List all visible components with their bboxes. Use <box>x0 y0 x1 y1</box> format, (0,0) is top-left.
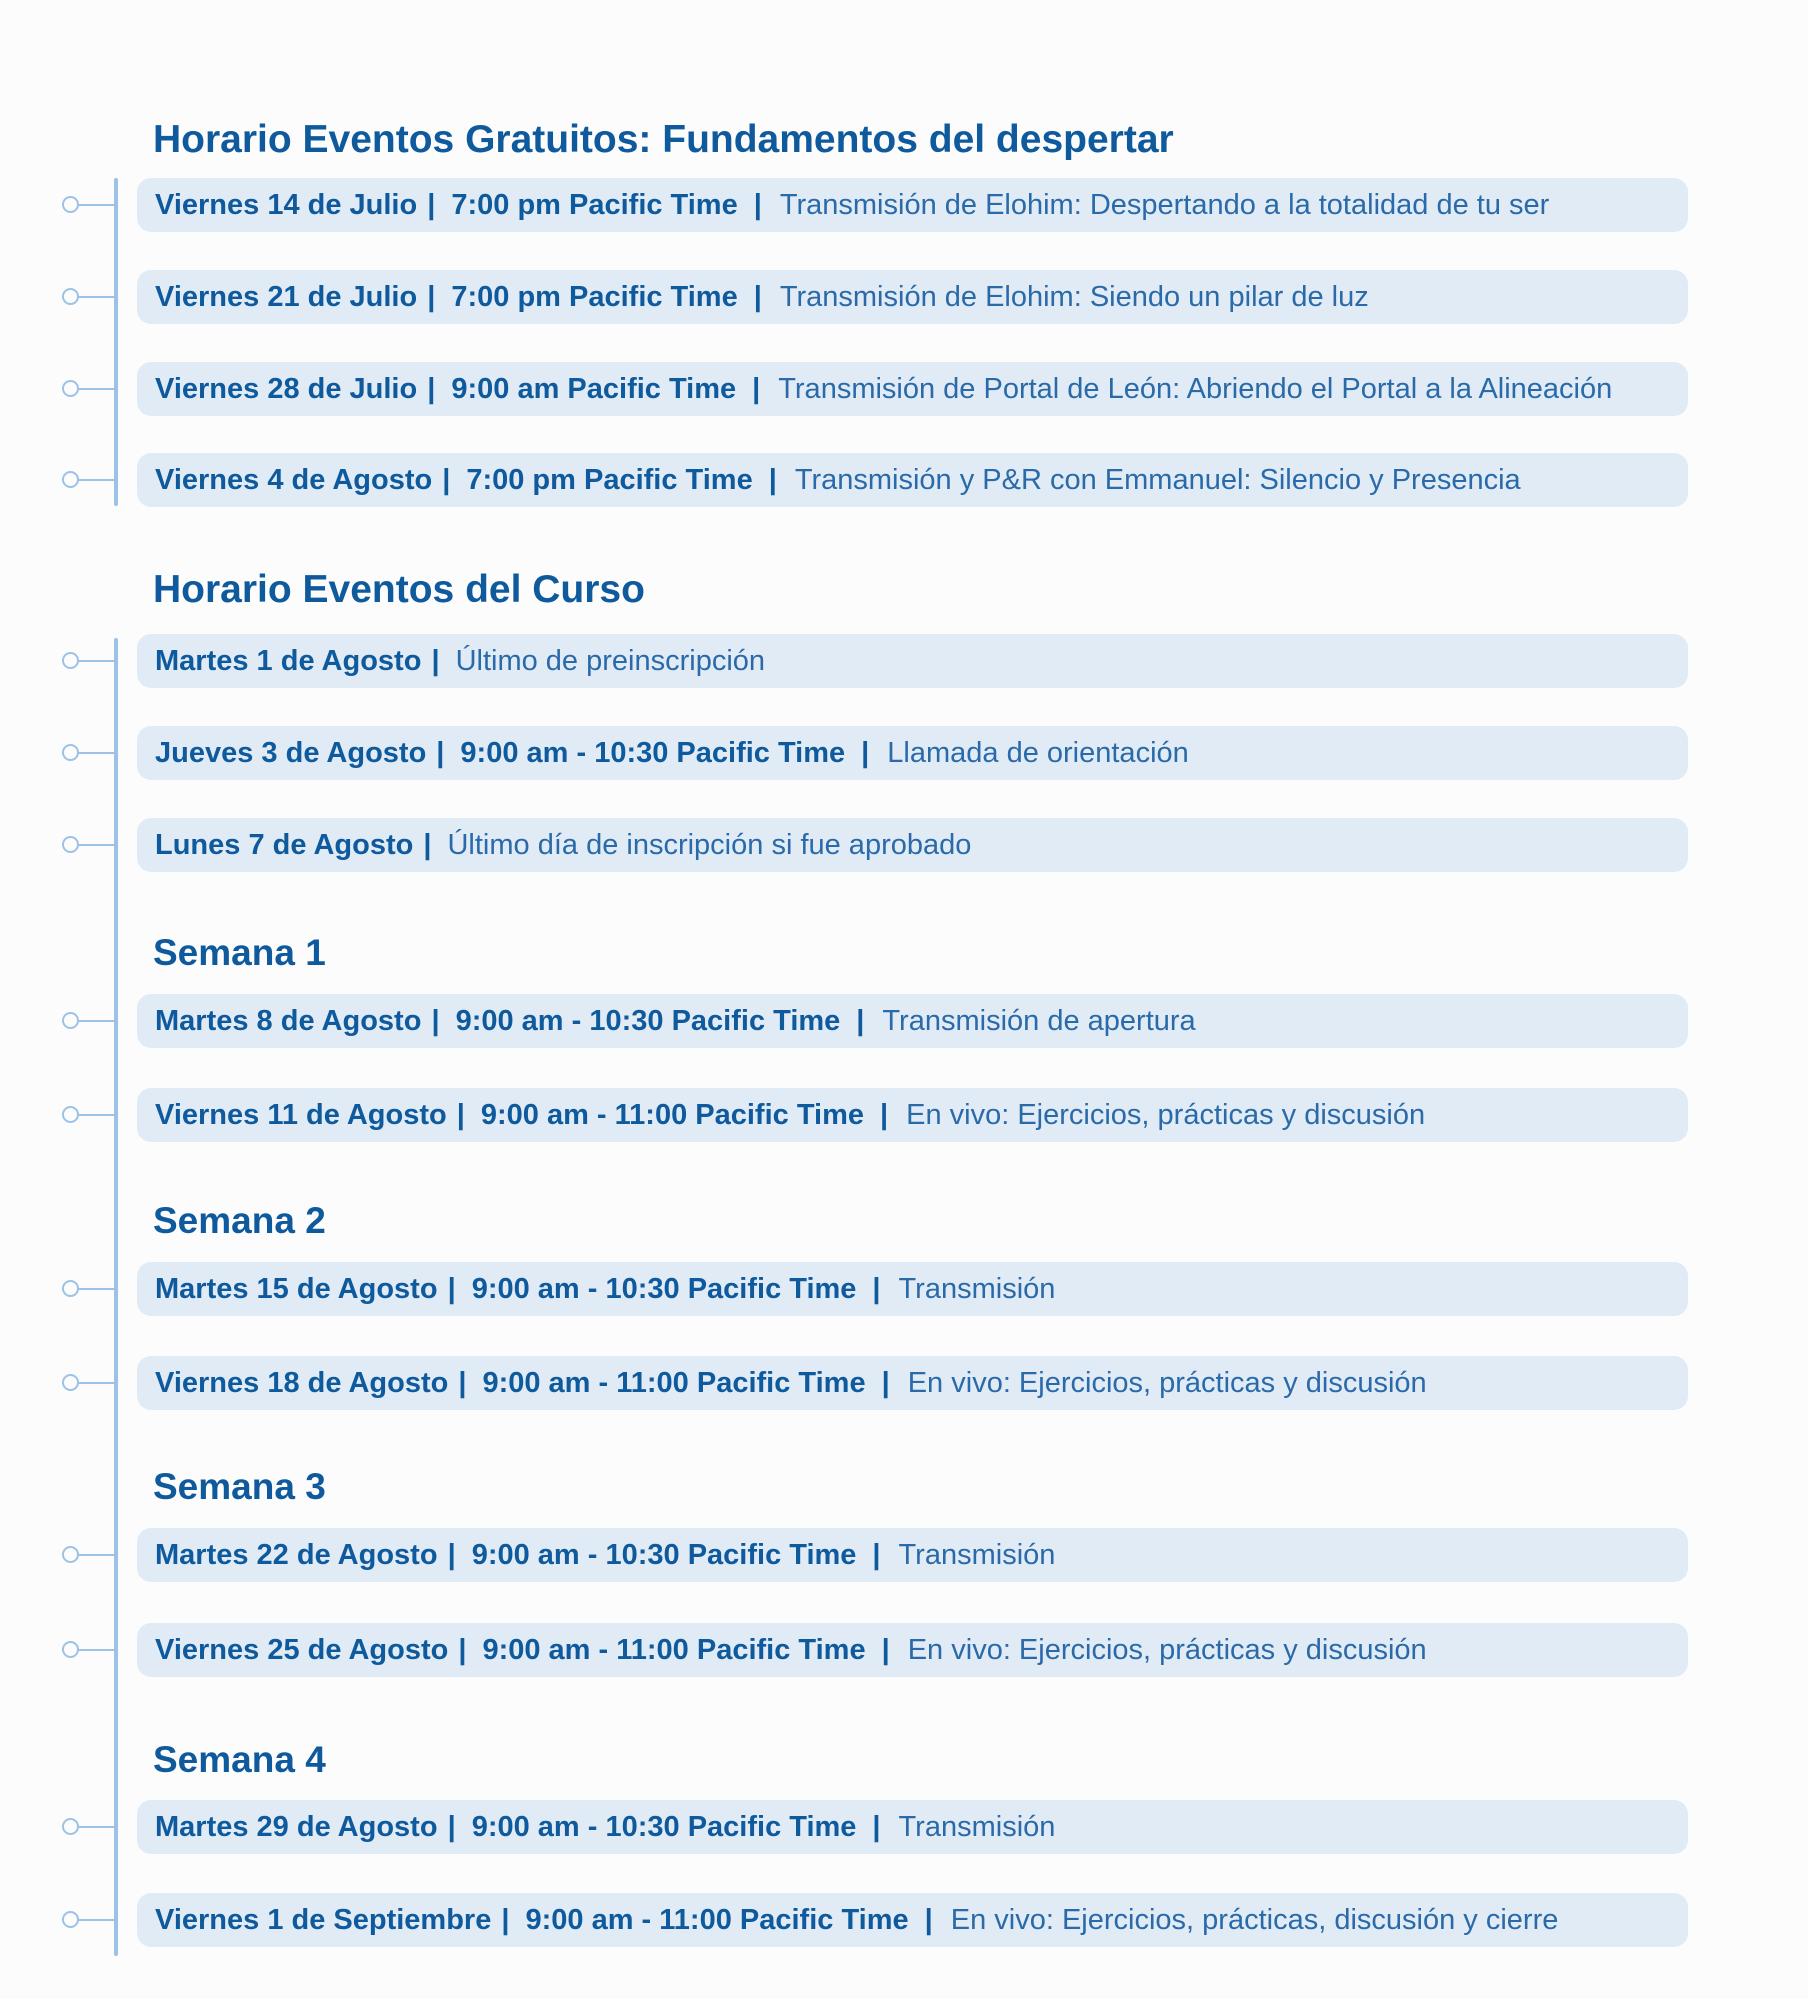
separator: | <box>456 1098 465 1131</box>
event-time: 9:00 am - 11:00 Pacific Time <box>480 1098 864 1131</box>
event-row <box>137 178 1688 232</box>
separator: | <box>768 463 777 496</box>
event-description: En vivo: Ejercicios, prácticas y discusión <box>907 1633 1427 1666</box>
timeline-node-icon <box>62 196 79 213</box>
separator: | <box>458 1366 467 1399</box>
timeline-node-icon <box>62 471 79 488</box>
event-description: Transmisión <box>898 1538 1056 1571</box>
separator: | <box>924 1903 933 1936</box>
event-date: Viernes 21 de Julio <box>155 280 418 313</box>
timeline-node-icon <box>62 1106 79 1123</box>
timeline-node-icon <box>62 1911 79 1928</box>
event-row <box>137 1262 1688 1316</box>
timeline-connector <box>62 844 116 846</box>
event-time: 9:00 am - 10:30 Pacific Time <box>471 1810 857 1843</box>
timeline-connector <box>62 1919 116 1921</box>
event-row <box>137 726 1688 780</box>
event-date: Viernes 14 de Julio <box>155 188 418 221</box>
timeline-connector <box>62 296 116 298</box>
event-time: 7:00 pm Pacific Time <box>451 280 738 313</box>
timeline-connector <box>62 1826 116 1828</box>
timeline-node-icon <box>62 652 79 669</box>
event-date: Viernes 18 de Agosto <box>155 1366 449 1399</box>
separator: | <box>753 280 762 313</box>
timeline-connector <box>62 752 116 754</box>
separator: | <box>752 372 761 405</box>
separator: | <box>880 1098 889 1131</box>
event-time: 9:00 am - 10:30 Pacific Time <box>471 1538 857 1571</box>
timeline-node-icon <box>62 1546 79 1563</box>
event-description: Transmisión y P&R con Emmanuel: Silencio y Presencia <box>794 463 1521 496</box>
timeline-node-icon <box>62 836 79 853</box>
event-row <box>137 1088 1688 1142</box>
event-description: Llamada de orientación <box>887 736 1189 769</box>
separator: | <box>881 1633 890 1666</box>
event-time: 9:00 am - 10:30 Pacific Time <box>460 736 846 769</box>
separator: | <box>753 188 762 221</box>
separator: | <box>423 828 432 861</box>
event-row <box>137 270 1688 324</box>
timeline-connector <box>62 1288 116 1290</box>
separator: | <box>872 1538 881 1571</box>
course-timeline-line <box>114 638 118 1956</box>
course-events-title: Horario Eventos del Curso <box>153 568 645 611</box>
event-date: Martes 15 de Agosto <box>155 1272 438 1305</box>
timeline-connector <box>62 1114 116 1116</box>
event-time: 9:00 am - 11:00 Pacific Time <box>525 1903 909 1936</box>
timeline-connector <box>62 1649 116 1651</box>
separator: | <box>447 1538 456 1571</box>
separator: | <box>431 644 440 677</box>
timeline-connector <box>62 1382 116 1384</box>
event-description: En vivo: Ejercicios, prácticas y discusión <box>907 1366 1427 1399</box>
event-date: Martes 29 de Agosto <box>155 1810 438 1843</box>
separator: | <box>872 1272 881 1305</box>
timeline-connector <box>62 388 116 390</box>
event-date: Viernes 28 de Julio <box>155 372 418 405</box>
timeline-node-icon <box>62 1280 79 1297</box>
event-time: 9:00 am - 11:00 Pacific Time <box>482 1366 866 1399</box>
timeline-connector <box>62 660 116 662</box>
event-description: Transmisión de Elohim: Despertando a la totalidad de tu ser <box>779 188 1550 221</box>
timeline-connector <box>62 1020 116 1022</box>
separator: | <box>442 463 451 496</box>
free-timeline-line <box>114 178 118 506</box>
event-time: 7:00 pm Pacific Time <box>451 188 738 221</box>
separator: | <box>881 1366 890 1399</box>
event-description: Transmisión de apertura <box>882 1004 1196 1037</box>
timeline-node-icon <box>62 744 79 761</box>
event-time: 7:00 pm Pacific Time <box>466 463 753 496</box>
event-description: Transmisión <box>898 1810 1056 1843</box>
timeline-connector <box>62 479 116 481</box>
separator: | <box>447 1272 456 1305</box>
timeline-node-icon <box>62 1818 79 1835</box>
timeline-node-icon <box>62 1374 79 1391</box>
event-row <box>137 994 1688 1048</box>
timeline-node-icon <box>62 380 79 397</box>
week-2-title: Semana 2 <box>153 1200 326 1241</box>
event-date: Viernes 4 de Agosto <box>155 463 433 496</box>
timeline-connector <box>62 204 116 206</box>
event-time: 9:00 am - 10:30 Pacific Time <box>471 1272 857 1305</box>
event-row <box>137 1623 1688 1677</box>
event-date: Lunes 7 de Agosto <box>155 828 414 861</box>
separator: | <box>861 736 870 769</box>
event-description: Transmisión de Portal de León: Abriendo el Portal a la Alineación <box>778 372 1613 405</box>
event-date: Martes 22 de Agosto <box>155 1538 438 1571</box>
separator: | <box>427 280 436 313</box>
event-description: Último día de inscripción si fue aprobado <box>447 828 972 861</box>
event-date: Martes 1 de Agosto <box>155 644 422 677</box>
event-date: Viernes 25 de Agosto <box>155 1633 449 1666</box>
separator: | <box>427 188 436 221</box>
week-3-title: Semana 3 <box>153 1466 326 1507</box>
event-date: Viernes 1 de Septiembre <box>155 1903 492 1936</box>
event-row <box>137 634 1688 688</box>
separator: | <box>431 1004 440 1037</box>
event-time: 9:00 am - 10:30 Pacific Time <box>455 1004 841 1037</box>
separator: | <box>458 1633 467 1666</box>
free-events-title: Horario Eventos Gratuitos: Fundamentos del despertar <box>153 118 1174 161</box>
separator: | <box>501 1903 510 1936</box>
event-description: Transmisión de Elohim: Siendo un pilar de luz <box>779 280 1369 313</box>
week-1-title: Semana 1 <box>153 932 326 973</box>
event-row <box>137 818 1688 872</box>
event-time: 9:00 am - 11:00 Pacific Time <box>482 1633 866 1666</box>
event-row <box>137 1356 1688 1410</box>
separator: | <box>427 372 436 405</box>
event-date: Martes 8 de Agosto <box>155 1004 422 1037</box>
event-row <box>137 1800 1688 1854</box>
timeline-connector <box>62 1554 116 1556</box>
separator: | <box>447 1810 456 1843</box>
event-row <box>137 453 1688 507</box>
event-date: Viernes 11 de Agosto <box>155 1098 447 1131</box>
event-description: En vivo: Ejercicios, prácticas, discusión y cierre <box>950 1903 1559 1936</box>
event-row <box>137 1893 1688 1947</box>
timeline-node-icon <box>62 1012 79 1029</box>
separator: | <box>872 1810 881 1843</box>
timeline-node-icon <box>62 288 79 305</box>
timeline-node-icon <box>62 1641 79 1658</box>
event-description: Último de preinscripción <box>455 644 766 677</box>
event-row <box>137 362 1688 416</box>
separator: | <box>856 1004 865 1037</box>
event-row <box>137 1528 1688 1582</box>
event-date: Jueves 3 de Agosto <box>155 736 427 769</box>
event-description: Transmisión <box>898 1272 1056 1305</box>
separator: | <box>436 736 445 769</box>
week-4-title: Semana 4 <box>153 1739 326 1780</box>
event-description: En vivo: Ejercicios, prácticas y discusión <box>906 1098 1426 1131</box>
event-time: 9:00 am Pacific Time <box>451 372 737 405</box>
